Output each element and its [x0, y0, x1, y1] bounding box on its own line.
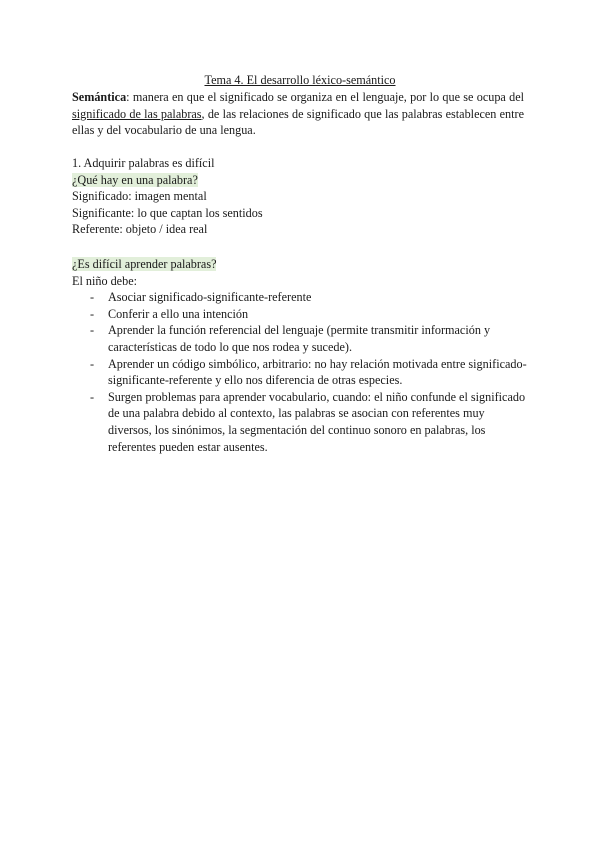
bullet-dash: - — [90, 356, 95, 371]
section2-lead: El niño debe: — [72, 273, 137, 288]
bullet-dash: - — [90, 389, 95, 404]
list-item-text: Aprender un código simbólico, arbitrario: no hay relación motivada entre significado-significante-referente y ello nos diferencia de otras especies. — [108, 356, 527, 388]
section1-heading: 1. Adquirir palabras es difícil — [72, 156, 215, 170]
intro-underlined-phrase: significado de las palabras — [72, 106, 202, 121]
task-list — [72, 289, 527, 455]
intro-term: Semántica — [72, 90, 127, 104]
definition-significado: Significado: imagen mental — [72, 189, 207, 204]
bullet-dash: - — [90, 306, 95, 321]
list-item — [72, 356, 527, 389]
section1-question: ¿Qué hay en una palabra? — [72, 172, 198, 187]
section-adquirir-palabras — [72, 155, 527, 238]
list-item — [72, 289, 527, 306]
document-title: Tema 4. El desarrollo léxico-semántico — [204, 73, 396, 87]
list-item-text: Asociar significado-significante-referente — [108, 290, 312, 305]
list-item — [72, 389, 527, 455]
list-item-text: Conferir a ello una intención — [108, 306, 249, 321]
intro-colon: : — [126, 90, 133, 104]
intro-text-after: , de las relaciones de significado que las palabras establecen entre ellas y del vocabulario de una lengua. — [72, 106, 524, 138]
definition-referente: Referente: objeto / idea real — [72, 222, 208, 237]
list-item — [72, 306, 527, 323]
section-aprender-palabras — [72, 256, 527, 455]
list-item-text: Aprender la función referencial del lenguaje (permite transmitir información y características de todo lo que nos rodea y sucede). — [108, 323, 491, 354]
intro-paragraph — [72, 89, 524, 139]
section2-question: ¿Es difícil aprender palabras? — [72, 257, 217, 271]
list-item — [72, 322, 527, 355]
bullet-dash: - — [90, 290, 95, 305]
bullet-dash: - — [90, 323, 95, 338]
intro-text-before: manera en que el significado se organiza en el lenguaje, por lo que se ocupa del — [132, 90, 524, 104]
list-item-text: Surgen problemas para aprender vocabulario, cuando: el niño confunde el significado de una palabra debido al contexto, las palabras se asocian con referentes muy diversos, los sinónimos, la segmentación del continuo sonoro en palabras, los referentes pueden estar ausentes. — [108, 389, 526, 454]
definition-significante: Significante: lo que captan los sentidos — [72, 205, 263, 220]
